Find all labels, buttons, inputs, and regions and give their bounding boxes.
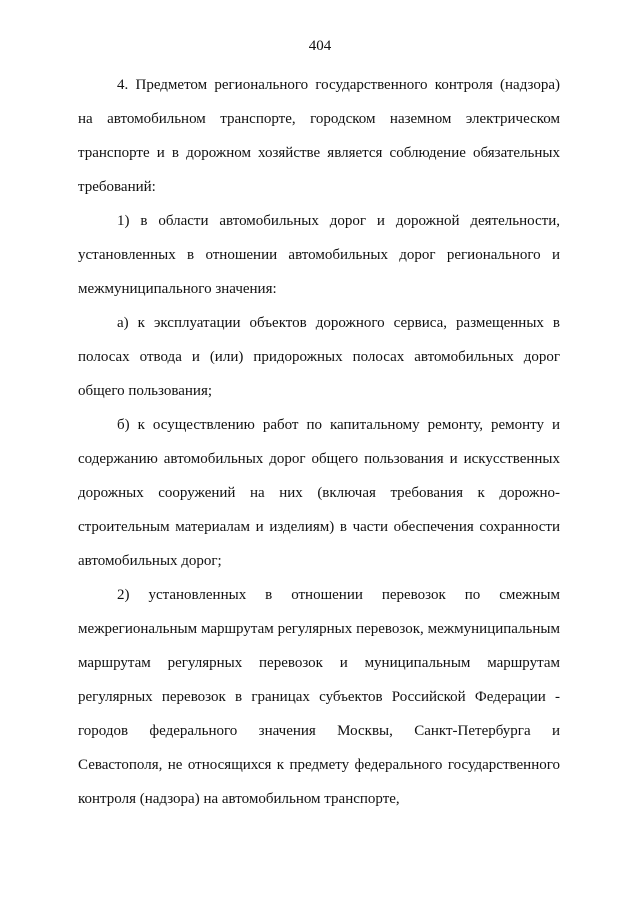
paragraph-subitem-b: б) к осуществлению работ по капитальному ремонту, ремонту и содержанию автомобильных дорог общего пользования и искусственных дорожных сооружений на них (включая требования к дорожно-строительным материалам и изделиям) в части обеспечения сохранности автомобильных дорог;	[78, 417, 560, 569]
paragraph-subitem-a: а) к эксплуатации объектов дорожного сервиса, размещенных в полосах отвода и (или) придорожных полосах автомобильных дорог общего пользования;	[78, 315, 560, 399]
paragraph-subitem-2: 2) установленных в отношении перевозок по смежным межрегиональным маршрутам регулярных перевозок, межмуниципальным маршрутам регулярных перевозок и муниципальным маршрутам регулярных перевозок в границах субъектов Российской Федерации - городов федерального значения Москвы, Санкт-Петербурга и Севастополя, не относящихся к предмету федерального государственного контроля (надзора) на автомобильном транспорте,	[78, 587, 560, 807]
page-number: 404	[308, 38, 332, 54]
paragraph-item-4: 4. Предметом регионального государственного контроля (надзора) на автомобильном транспорте, городском наземном электрическом транспорте и в дорожном хозяйстве является соблюдение обязательных требований:	[78, 77, 560, 195]
document-body	[78, 68, 560, 816]
paragraph-subitem-1: 1) в области автомобильных дорог и дорожной деятельности, установленных в отношении автомобильных дорог регионального и межмуниципального значения:	[78, 213, 560, 297]
